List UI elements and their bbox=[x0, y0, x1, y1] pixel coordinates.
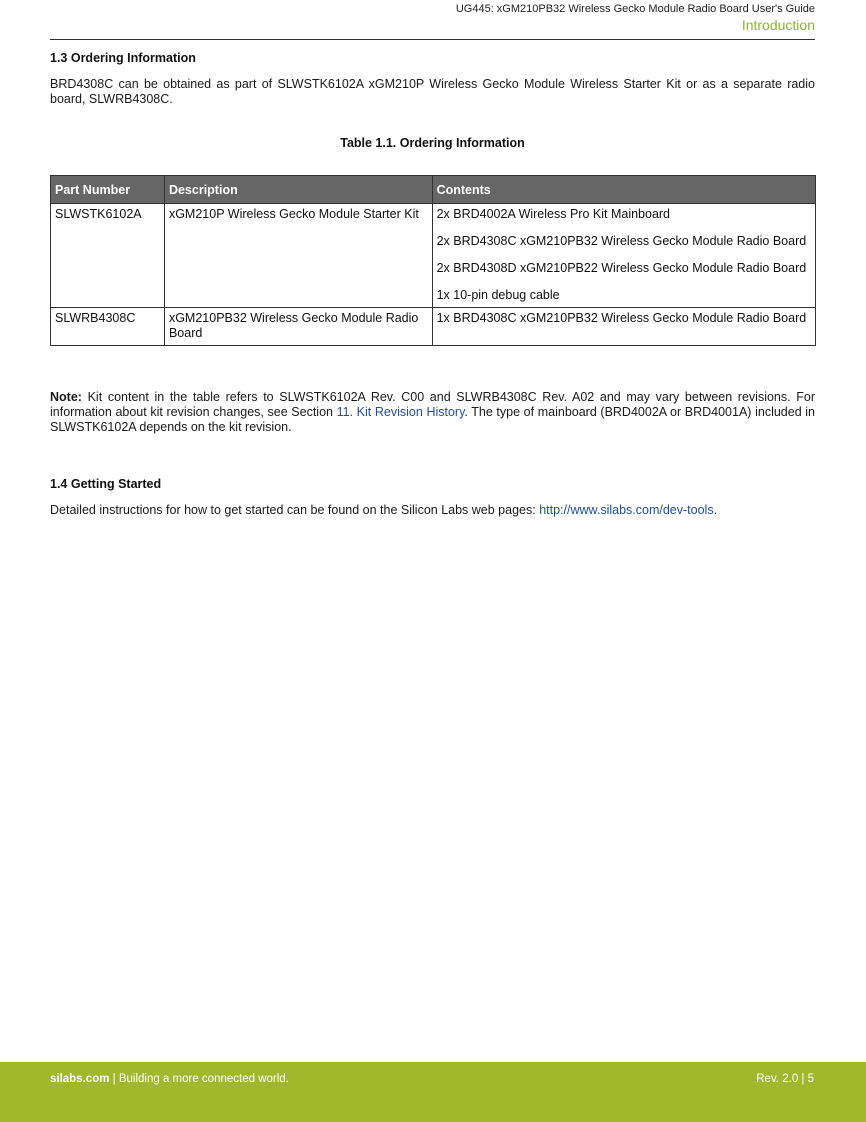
table-row bbox=[51, 308, 816, 346]
footer-tagline: | Building a more connected world. bbox=[109, 1073, 289, 1085]
contents-item: 2x BRD4308C xGM210PB32 Wireless Gecko Module Radio Board bbox=[436, 234, 807, 248]
table-header-row bbox=[51, 176, 816, 204]
kit-revision-history-link[interactable]: 11. Kit Revision History bbox=[336, 405, 465, 419]
cell-contents bbox=[432, 204, 815, 308]
note-text-end: . The type of mainboard (BRD4002A or BRD4001A) included in SLWSTK6102A depends on the kit revision. bbox=[50, 405, 815, 434]
page-header bbox=[50, 0, 815, 40]
cell-part-number: SLWRB4308C bbox=[51, 308, 165, 346]
cell-contents bbox=[432, 308, 815, 346]
contents-item: 2x BRD4002A Wireless Pro Kit Mainboard bbox=[436, 207, 671, 221]
table-caption: Table 1.1. Ordering Information bbox=[340, 136, 525, 150]
page-footer bbox=[0, 1062, 866, 1122]
contents-item: 1x BRD4308C xGM210PB32 Wireless Gecko Module Radio Board bbox=[436, 311, 807, 325]
cell-description: xGM210PB32 Wireless Gecko Module Radio Board bbox=[164, 308, 432, 346]
contents-item: 1x 10-pin debug cable bbox=[436, 288, 560, 302]
dev-tools-link[interactable]: http://www.silabs.com/dev-tools bbox=[539, 503, 714, 517]
ordering-table bbox=[50, 175, 816, 346]
cell-part-number: SLWSTK6102A bbox=[51, 204, 165, 308]
header-part-number: Part Number bbox=[51, 176, 165, 204]
contents-item: 2x BRD4308D xGM210PB22 Wireless Gecko Module Radio Board bbox=[436, 261, 807, 275]
note-text: Kit content in the table refers to SLWSTK6102A Rev. C00 and SLWRB4308C Rev. A02 and may vary between revisions. For information about kit revision changes, see Section bbox=[50, 390, 815, 419]
footer-left bbox=[50, 1073, 289, 1085]
note-label: Note: bbox=[50, 390, 82, 404]
header-description: Description bbox=[164, 176, 432, 204]
ordering-paragraph: BRD4308C can be obtained as part of SLWSTK6102A xGM210P Wireless Gecko Module Wireless Starter Kit or as a separate radio board, SLWRB4308C. bbox=[50, 77, 815, 106]
table-note bbox=[50, 390, 815, 435]
footer-site: silabs.com bbox=[50, 1073, 110, 1085]
getting-started-text-end: . bbox=[713, 503, 718, 517]
getting-started-heading: 1.4 Getting Started bbox=[50, 477, 162, 491]
document-title: UG445: xGM210PB32 Wireless Gecko Module Radio Board User's Guide bbox=[455, 3, 815, 15]
header-contents: Contents bbox=[432, 176, 815, 204]
table-row bbox=[51, 204, 816, 308]
getting-started-text: Detailed instructions for how to get started can be found on the Silicon Labs web pages: bbox=[50, 503, 540, 517]
ordering-heading: 1.3 Ordering Information bbox=[50, 51, 196, 65]
chapter-title: Introduction bbox=[741, 17, 815, 33]
cell-description: xGM210P Wireless Gecko Module Starter Kit bbox=[164, 204, 432, 308]
footer-revision-page: Rev. 2.0 | 5 bbox=[756, 1073, 814, 1085]
getting-started-paragraph bbox=[50, 503, 815, 518]
